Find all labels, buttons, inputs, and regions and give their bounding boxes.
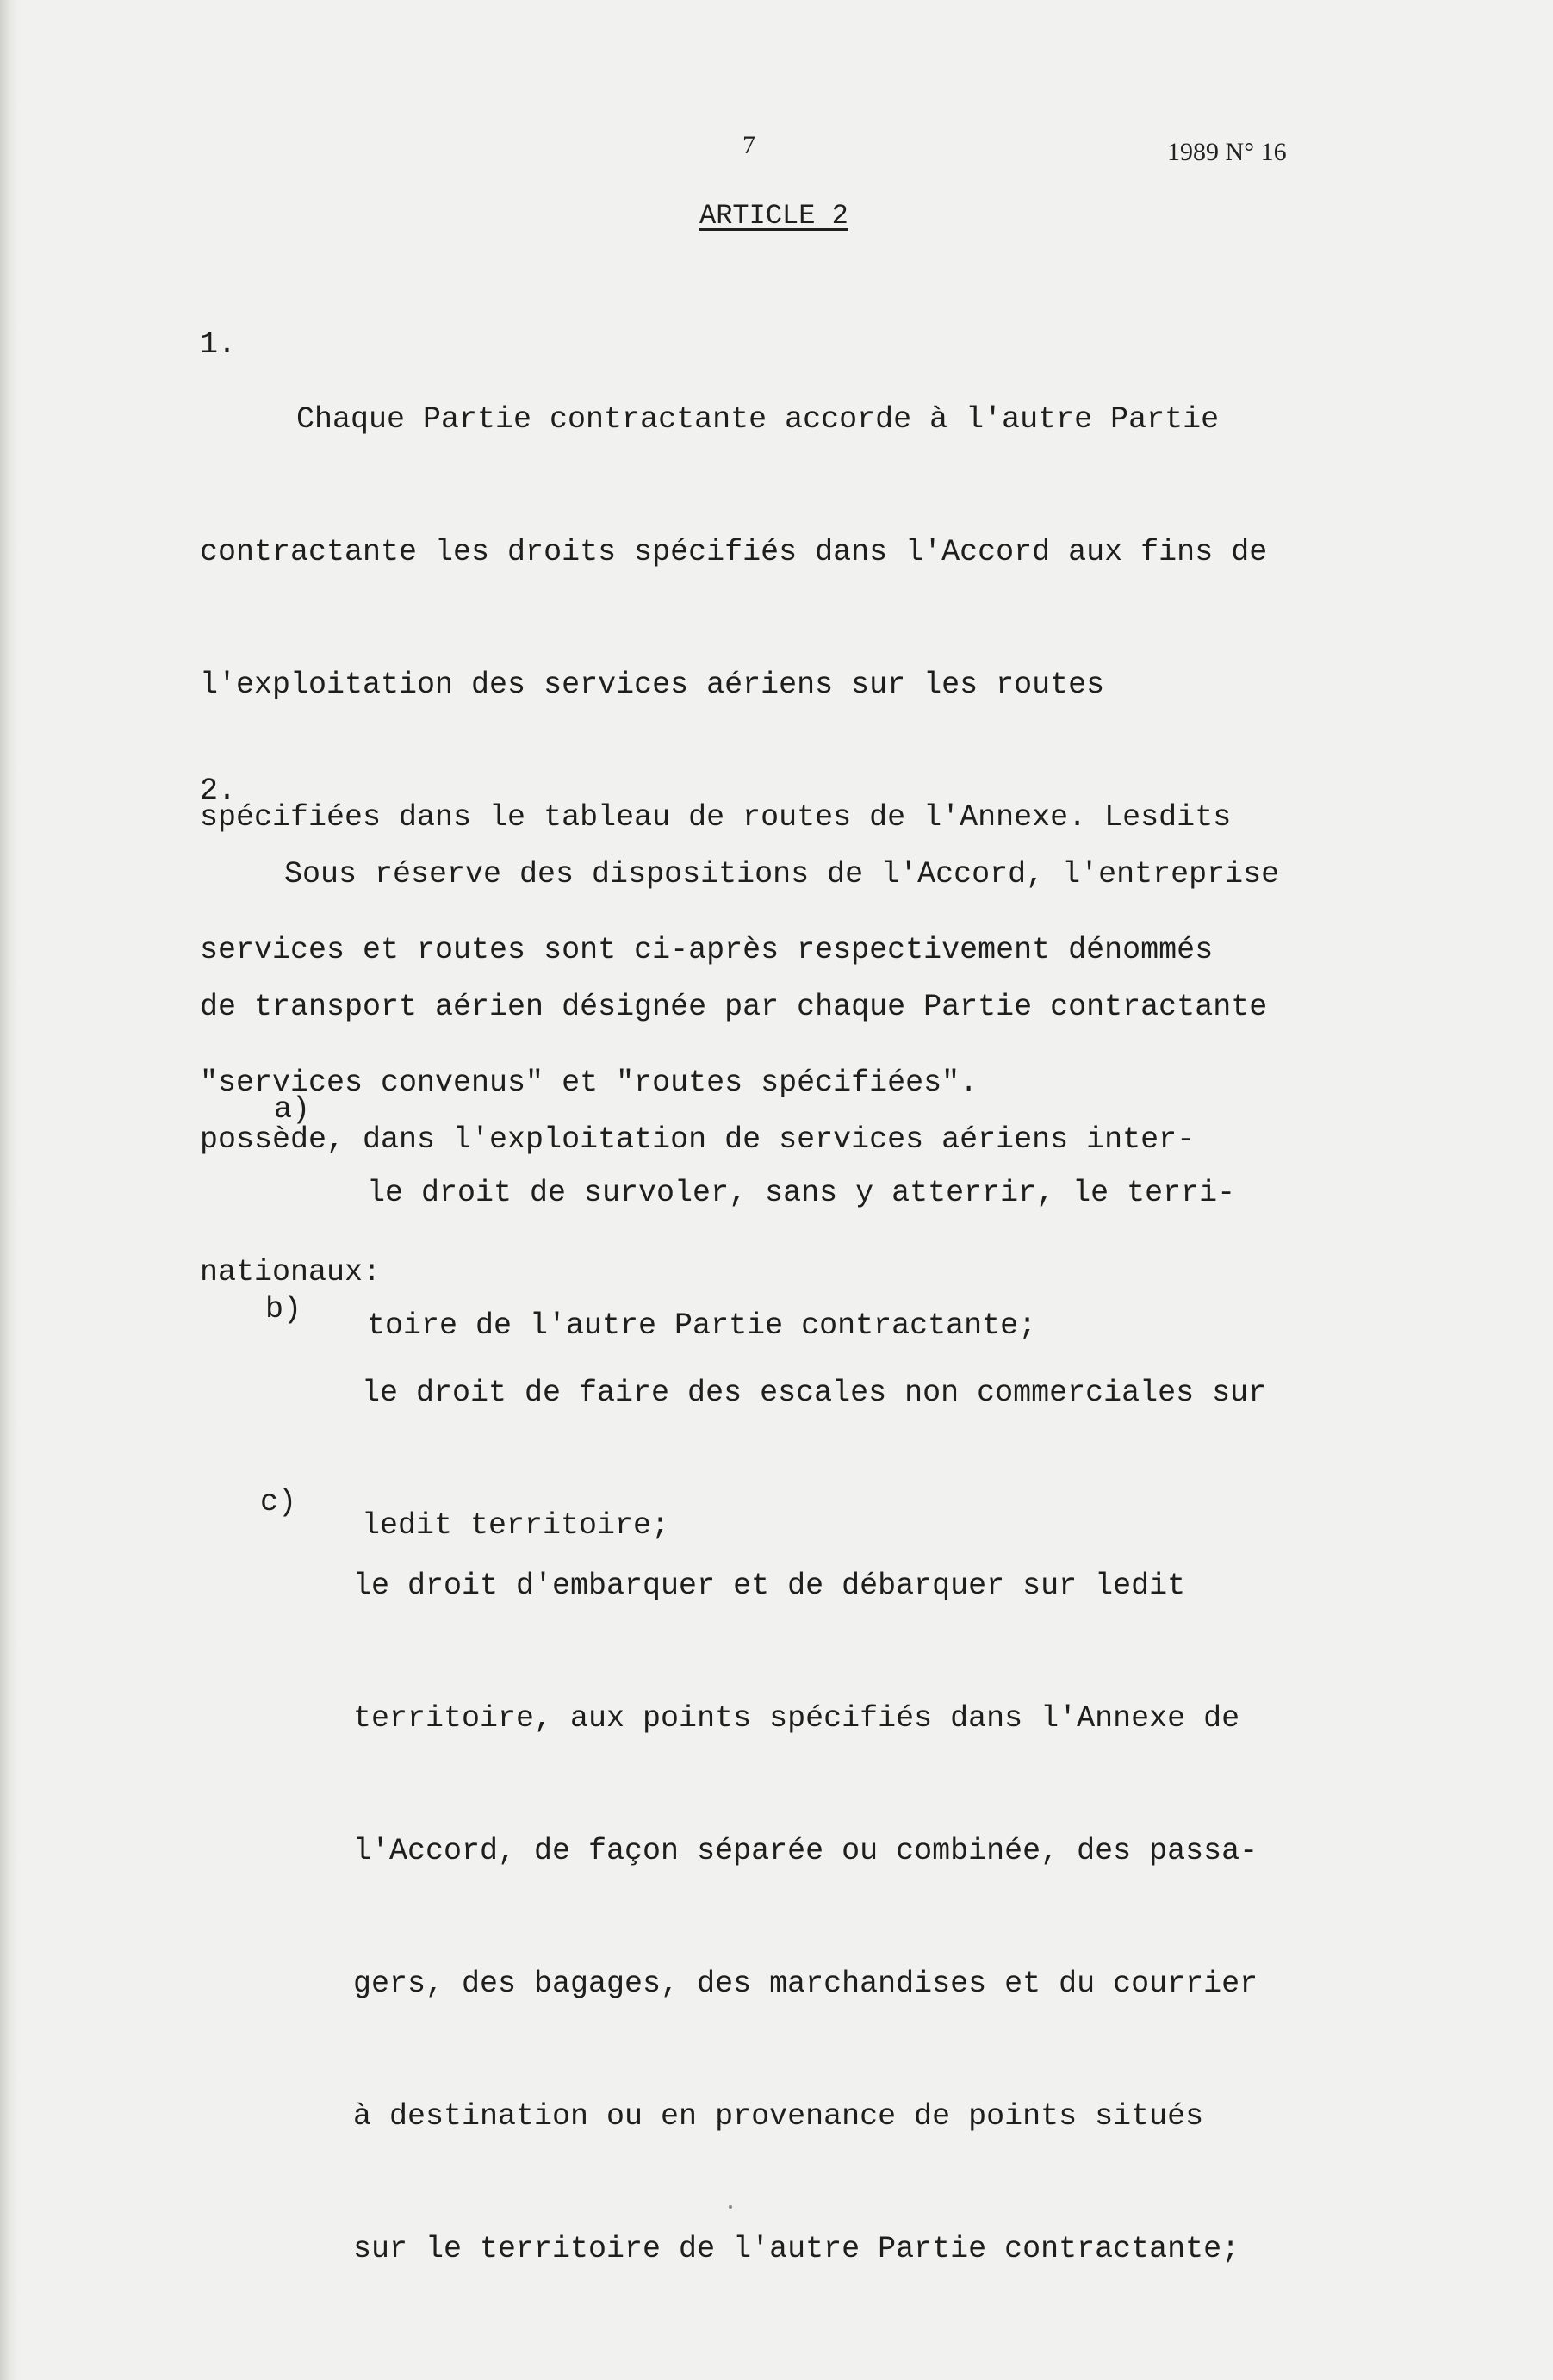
item-c-line: gers, des bagages, des marchandises et du courrier [353,1967,1258,2001]
para1-line: "services convenus" et "routes spécifiées". [200,1066,978,1100]
para1-line: Chaque Partie contractante accorde à l'autre Partie [296,402,1220,437]
item-c-line: sur le territoire de l'autre Partie contractante; [353,2232,1240,2266]
item-b-line: ledit territoire; [362,1508,670,1543]
item-c-line: l'Accord, de façon séparée ou combinée, des passa- [353,1834,1258,1868]
item-c-marker: c) [260,1485,297,1519]
para1-line: l'exploitation des services aériens sur les routes [200,668,1105,702]
item-c-line: à destination ou en provenance de points situés [353,2099,1204,2134]
item-c-text [353,1485,1258,2350]
page-edge-shadow [0,0,19,2380]
para1-line: contractante les droits spécifiés dans l'Accord aux fins de [200,535,1268,569]
item-a-marker: a) [274,1092,311,1127]
item-b-line: le droit de faire des escales non commerciales sur [362,1376,1267,1410]
para2-line: de transport aérien désignée par chaque Partie contractante [200,990,1268,1024]
para2-line: possède, dans l'exploitation de services aériens inter- [200,1122,1196,1157]
para2-line: Sous réserve des dispositions de l'Accord, l'entreprise [284,857,1280,892]
ink-speck [729,2205,732,2209]
para1-line: spécifiées dans le tableau de routes de l'Annexe. Lesdits [200,800,1232,835]
page-number: 7 [742,131,755,159]
item-a-line: toire de l'autre Partie contractante; [367,1308,1037,1343]
para2-line: nationaux: [200,1255,382,1289]
item-c-line: territoire, aux points spécifiés dans l'Annexe de [353,1701,1240,1736]
para1-line: services et routes sont ci-après respectivement dénommés [200,933,1214,967]
item-c-line: le droit d'embarquer et de débarquer sur ledit [353,1569,1186,1603]
para1-number: 1. [200,327,237,362]
para2-number: 2. [200,774,237,808]
article-title: ARTICLE 2 [699,200,848,232]
item-a-line: le droit de survoler, sans y atterrir, le terri- [367,1176,1236,1210]
law-reference: 1989 N° 16 [1167,138,1287,166]
item-b-marker: b) [265,1292,302,1327]
